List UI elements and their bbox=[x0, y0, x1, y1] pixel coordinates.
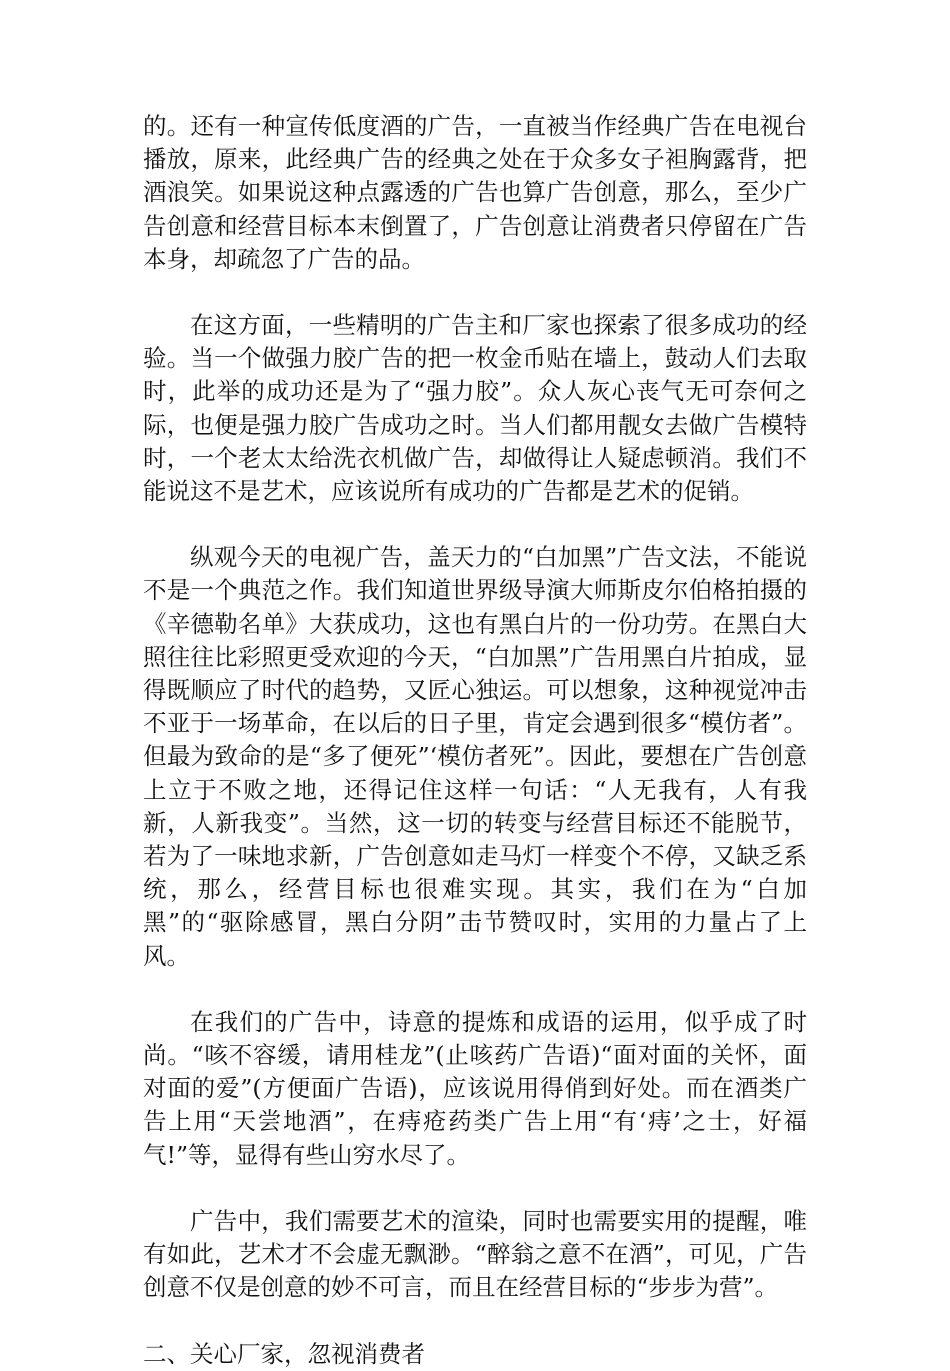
paragraph-5: 广告中，我们需要艺术的渲染，同时也需要实用的提醒，唯有如此，艺术才不会虚无飘渺。“醉翁之意不在酒”，可见，广告创意不仅是创意的妙不可言，而且在经营目标的“步步为营”。 bbox=[143, 1206, 807, 1302]
section-heading: 二、关心厂家，忽视消费者 bbox=[143, 1339, 425, 1368]
paragraph-3: 纵观今天的电视广告，盖天力的“白加黑”广告文法，不能说不是一个典范之作。我们知道世界级导演大师斯皮尔伯格拍摄的《辛德勒名单》大获成功，这也有黑白片的一份功劳。在黑白大照往往比彩照更受欢迎的今天，“白加黑”广告用黑白片拍成，显得既顺应了时代的趋势，又匠心独运。可以想象，这种视觉冲击不亚于一场革命，在以后的日子里，肯定会遇到很多“模仿者”。但最为致命的是“多了便死”‘模仿者死”。因此，要想在广告创意上立于不败之地，还得记住这样一句话：“人无我有，人有我新，人新我变”。当然，这一切的转变与经营目标还不能脱节，若为了一味地求新，广告创意如走马灯一样变个不停，又缺乏系统，那么，经营目标也很难实现。其实，我们在为“白加黑”的“驱除感冒，黑白分阴”击节赞叹时，实用的力量占了上风。 bbox=[143, 543, 807, 970]
paragraph-1: 的。还有一种宣传低度酒的广告，一直被当作经典广告在电视台播放，原来，此经典广告的经典之处在于众多女子袒胸露背，把酒浪笑。如果说这种点露透的广告也算广告创意，那么，至少广告创意和经营目标本末倒置了，广告创意让消费者只停留在广告本身，却疏忽了广告的品。 bbox=[143, 112, 807, 273]
paragraph-2: 在这方面，一些精明的广告主和厂家也探索了很多成功的经验。当一个做强力胶广告的把一枚金币贴在墙上，鼓动人们去取时，此举的成功还是为了“强力胶”。众人灰心丧气无可奈何之际，也便是强力胶广告成功之时。当人们都用靓女去做广告模特时，一个老太太给洗衣机做广告，却做得让人疑虑顿消。我们不能说这不是艺术，应该说所有成功的广告都是艺术的促销。 bbox=[143, 311, 807, 506]
paragraph-4: 在我们的广告中，诗意的提炼和成语的运用，似乎成了时尚。“咳不容缓，请用桂龙”(止咳药广告语)“面对面的关怀，面对面的爱”(方便面广告语)，应该说用得俏到好处。而在酒类广告上用“天尝地酒”，在痔疮药类广告上用“有‘痔’之士，好福气!”等，显得有些山穷水尽了。 bbox=[143, 1007, 807, 1169]
document-body bbox=[143, 110, 807, 1371]
